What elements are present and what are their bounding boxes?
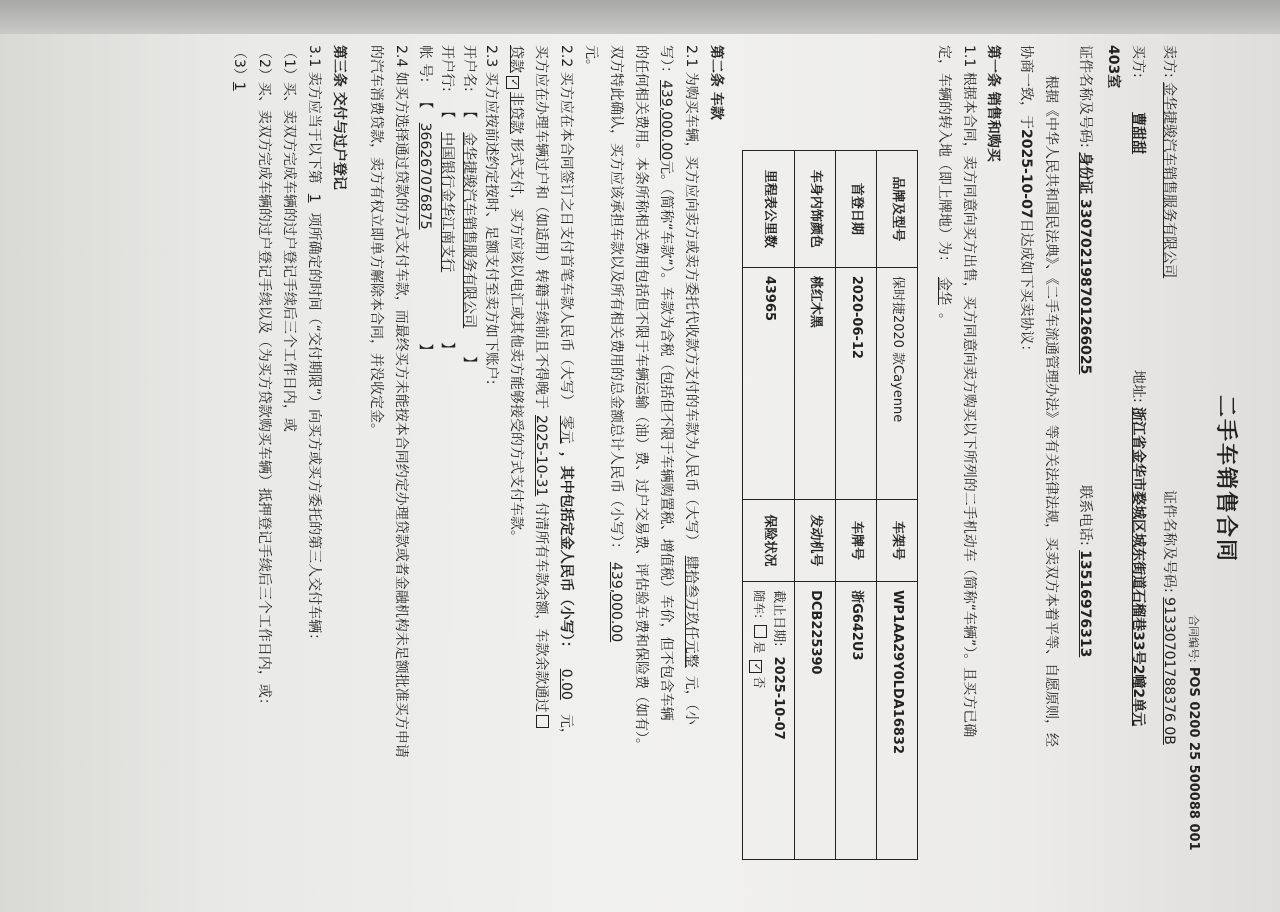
insurance-no-checkbox[interactable]: ✓ [750,660,763,673]
buyer-phone-row: 联系电话: 13516976313 [1077,485,1093,658]
article2-line8: 贷款✓非贷款形式支付，买方应该以电汇或其他卖方能够接受的方式支付车款。 [508,45,524,544]
brand-model-label: 品牌及型号 [877,151,918,268]
mileage-value: 43965 [743,267,795,499]
article2-line5: 元。 [583,45,599,73]
article2-line3: 的任何相关费用。本条所称相关费用包括但不限于车辆运输（油）费、过户交易费、评估验车费和保险费（如有）。 [633,45,649,752]
article3-line1: 3.1 卖方应当于以下第1项所确定的时间（“交付期限”）向买方或买方委托的第三人交付车辆： [306,45,322,648]
article3-line4: （3）1 [231,45,247,91]
plate-value: 浙G642U3 [836,582,877,860]
buyer-row: 买方: 曹甜甜 [1130,45,1146,155]
table-row [795,151,836,860]
color-value: 桃红木黑 [795,267,836,499]
insurance-label: 保险状况 [743,499,795,581]
table-row [877,151,918,860]
document-title: 二手车销售合同 [1213,395,1238,564]
first-registration-label: 首登日期 [836,151,877,268]
color-label: 车身内饰颜色 [795,151,836,268]
vin-value: WP1AA29Y0LDA16832 [877,582,918,860]
loan-payment-checkbox[interactable] [536,715,549,728]
mileage-label: 里程表公里数 [743,151,795,268]
paper-top-shadow [0,0,1280,34]
article2-line14: 的汽车消费贷款，卖方有权立即单方解除本合同，并没收定金。 [368,45,384,437]
table-row [743,151,795,860]
vehicle-info-table [742,150,918,860]
article2-line7: 买方应在办理车辆过户和（如适用）转籍手续前且不得晚于2025-10-31付清所有车款余额，车款余款通过 [530,45,550,731]
plate-label: 车牌号 [836,499,877,581]
article1-title: 第一条 销售和购买 [985,45,1001,162]
account-number-row: 帐 号: 【366267076875】 [417,45,433,358]
preamble-line1: 根据《中华人民共和国民法典》、《二手车流通管理办法》等有关法律法规，买卖双方本着平等、自愿原则，经 [1043,75,1059,747]
insurance-value: 截止日期: 2025-10-07 随车: 是 ✓否 [743,582,795,860]
buyer-id-row: 证件名称及号码: 身份证 330702198701266025 [1077,45,1093,375]
article3-line2: （1）买、卖双方完成车辆的过户登记手续后三个工作日内，或 [281,45,297,432]
account-bank-row: 开户行: 【中国银行金华江南支行】 [439,45,455,357]
contract-number: 合同编号: POS 0200 25 500088 001 [1186,615,1201,851]
vin-label: 车架号 [877,499,918,581]
insurance-yes-checkbox[interactable] [755,625,768,638]
article1-line2: 定，车辆的转入地（即上牌地）为：金华。 [936,45,952,327]
article2-line13: 2.4 如买方选择通过贷款的方式支付车款，而最终买方未能按本合同约定办理贷款或者金融机构未足额批准买方申请 [393,45,409,758]
preamble-line2: 协商一致，于2025-10-07日达成如下买卖协议： [1018,45,1034,359]
table-row [836,151,877,860]
article3-line3: （2）买、卖双方完成车辆的过户登记手续以及（为买方贷款购买车辆）抵押登记手续后三个工作日内，或： [256,45,272,712]
engine-no-label: 发动机号 [795,499,836,581]
article2-line4: 双方特此确认，买方应该承担车款以及所有相关费用的总金额总计人民币（小写）：439,000.00 [608,45,624,643]
article2-line9: 2.3 买方应按前述约定按时、足额支付至卖方如下账户: [483,45,499,385]
article2-line6: 2.2 买方应在本合同签订之日支付首笔车款人民币（大写）零元，其中包括定金人民币（小写）：0.00元， [558,45,574,742]
engine-no-value: DCB225390 [795,582,836,860]
brand-model-value: 保时捷2020 款Cayenne [877,267,918,499]
contract-page [160,30,1240,860]
non-loan-payment-checkbox[interactable]: ✓ [506,76,519,89]
first-registration-value: 2020-06-12 [836,267,877,499]
article2-title: 第二条 车款 [708,45,724,120]
article2-line2: 写）：439,000.00元。（简称“车款”）。车款为含税（包括但不限于车辆购置税、增值税）车价，但不包含车辆 [658,45,674,721]
account-name-row: 开户名: 【金华捷骏汽车销售服务有限公司】 [461,45,477,371]
seller-id-row: 证件名称及号码: 91330701788376 0B [1161,490,1177,745]
article3-title: 第三条 交付与过户登记 [331,45,347,190]
buyer-address-line2: 403室 [1105,45,1121,89]
article1-line1: 1.1 根据本合同，卖方同意向买方出售，买方同意向卖方购买以下所列的二手机动车（简称“车辆”）。且买方已确 [961,45,977,738]
buyer-address-row: 地址: 浙江省金华市婺城区城东街道石榴巷33号2幢2单元 [1130,370,1146,727]
seller-row: 卖方: 金华捷骏汽车销售服务有限公司 [1161,45,1177,279]
article2-line1: 2.1 为购买车辆，买方应向卖方或卖方委托代收款方支付的车款为人民币（大写）肆拾叁万玖仟元整元，（小 [683,45,699,725]
